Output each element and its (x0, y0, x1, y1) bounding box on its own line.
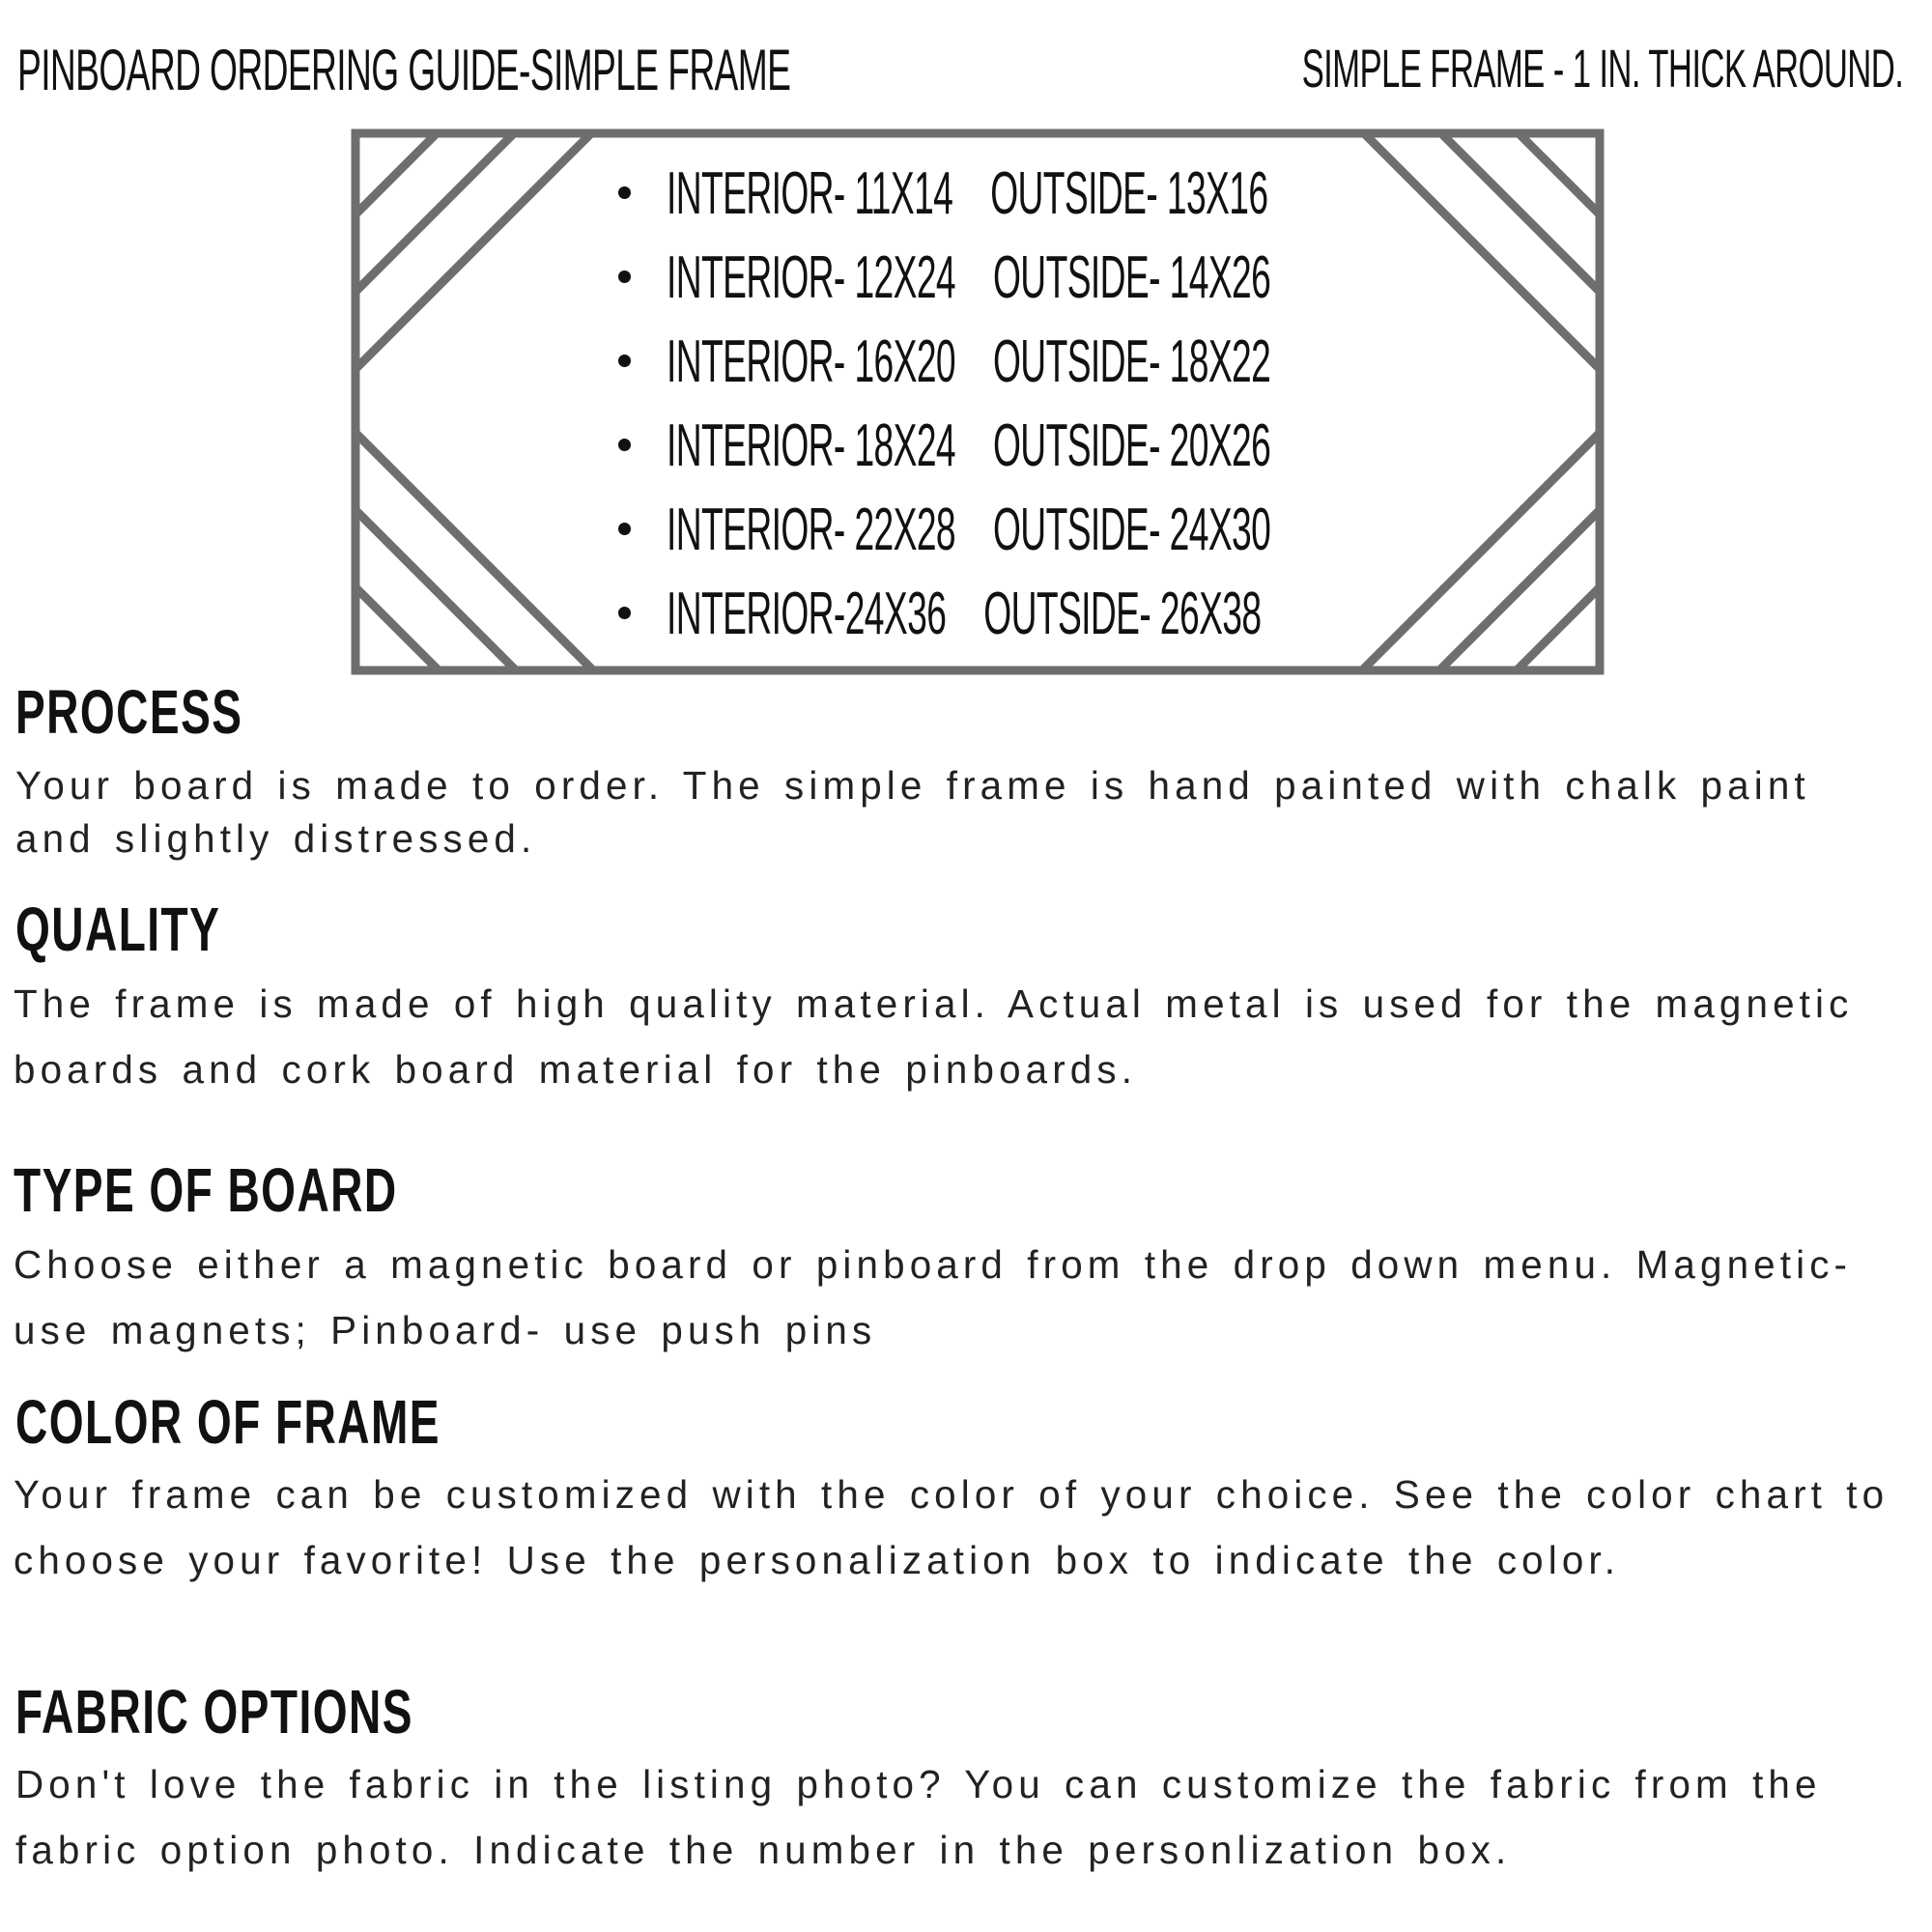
frame-corner-stripe (355, 133, 437, 214)
quality-heading: QUALITY (15, 895, 221, 964)
bullet-icon (618, 607, 631, 619)
frame-thickness-note: SIMPLE FRAME - 1 IN. THICK AROUND. (1301, 38, 1903, 99)
quality-body: The frame is made of high quality material. Actual metal is used for the magnetic boards and cork board material for the pinboards. (14, 981, 1854, 1092)
process-heading: PROCESS (15, 677, 243, 747)
process-body: Your board is made to order. The simple frame is hand painted with chalk paint and slightly distressed. (15, 763, 1810, 861)
frame-corner-stripe (1517, 587, 1600, 670)
size-text: INTERIOR- 12X24 OUTSIDE- 14X26 (667, 244, 1271, 311)
size-text: INTERIOR- 16X20 OUTSIDE- 18X22 (667, 328, 1271, 395)
type-of-board-body: Choose either a magnetic board or pinboard from the drop down menu. Magnetic- use magnets; Pinboard- use push pins (14, 1242, 1853, 1352)
page-title: PINBOARD ORDERING GUIDE-SIMPLE FRAME (17, 38, 791, 102)
size-text: INTERIOR- 18X24 OUTSIDE- 20X26 (667, 412, 1271, 479)
bullet-icon (618, 355, 631, 367)
fabric-options-body: Don't love the fabric in the listing photo? You can customize the fabric from the fabric option photo. Indicate the number in the personlization box. (15, 1762, 1822, 1872)
frame-corner-stripe (355, 587, 439, 670)
fabric-options-heading: FABRIC OPTIONS (15, 1677, 413, 1747)
type-of-board-heading: TYPE OF BOARD (14, 1155, 398, 1225)
frame-corner-stripe (1441, 133, 1600, 292)
frame-corner-stripe (1519, 133, 1600, 214)
size-text: INTERIOR-24X36 OUTSIDE- 26X38 (667, 581, 1262, 647)
frame-corner-stripe (1439, 510, 1600, 670)
bullet-icon (618, 270, 631, 283)
size-text: INTERIOR- 11X14 OUTSIDE- 13X16 (667, 160, 1268, 227)
frame-corner-stripe (355, 510, 516, 670)
color-of-frame-body: Your frame can be customized with the color of your choice. See the color chart to choose your favorite! Use the personalization box to indicate the color. (14, 1472, 1889, 1582)
bullet-icon (618, 523, 631, 535)
frame-corner-stripe (355, 133, 514, 292)
bullet-icon (618, 439, 631, 451)
bullet-icon (618, 186, 631, 199)
size-text: INTERIOR- 22X28 OUTSIDE- 24X30 (667, 497, 1271, 563)
color-of-frame-heading: COLOR OF FRAME (15, 1387, 440, 1457)
